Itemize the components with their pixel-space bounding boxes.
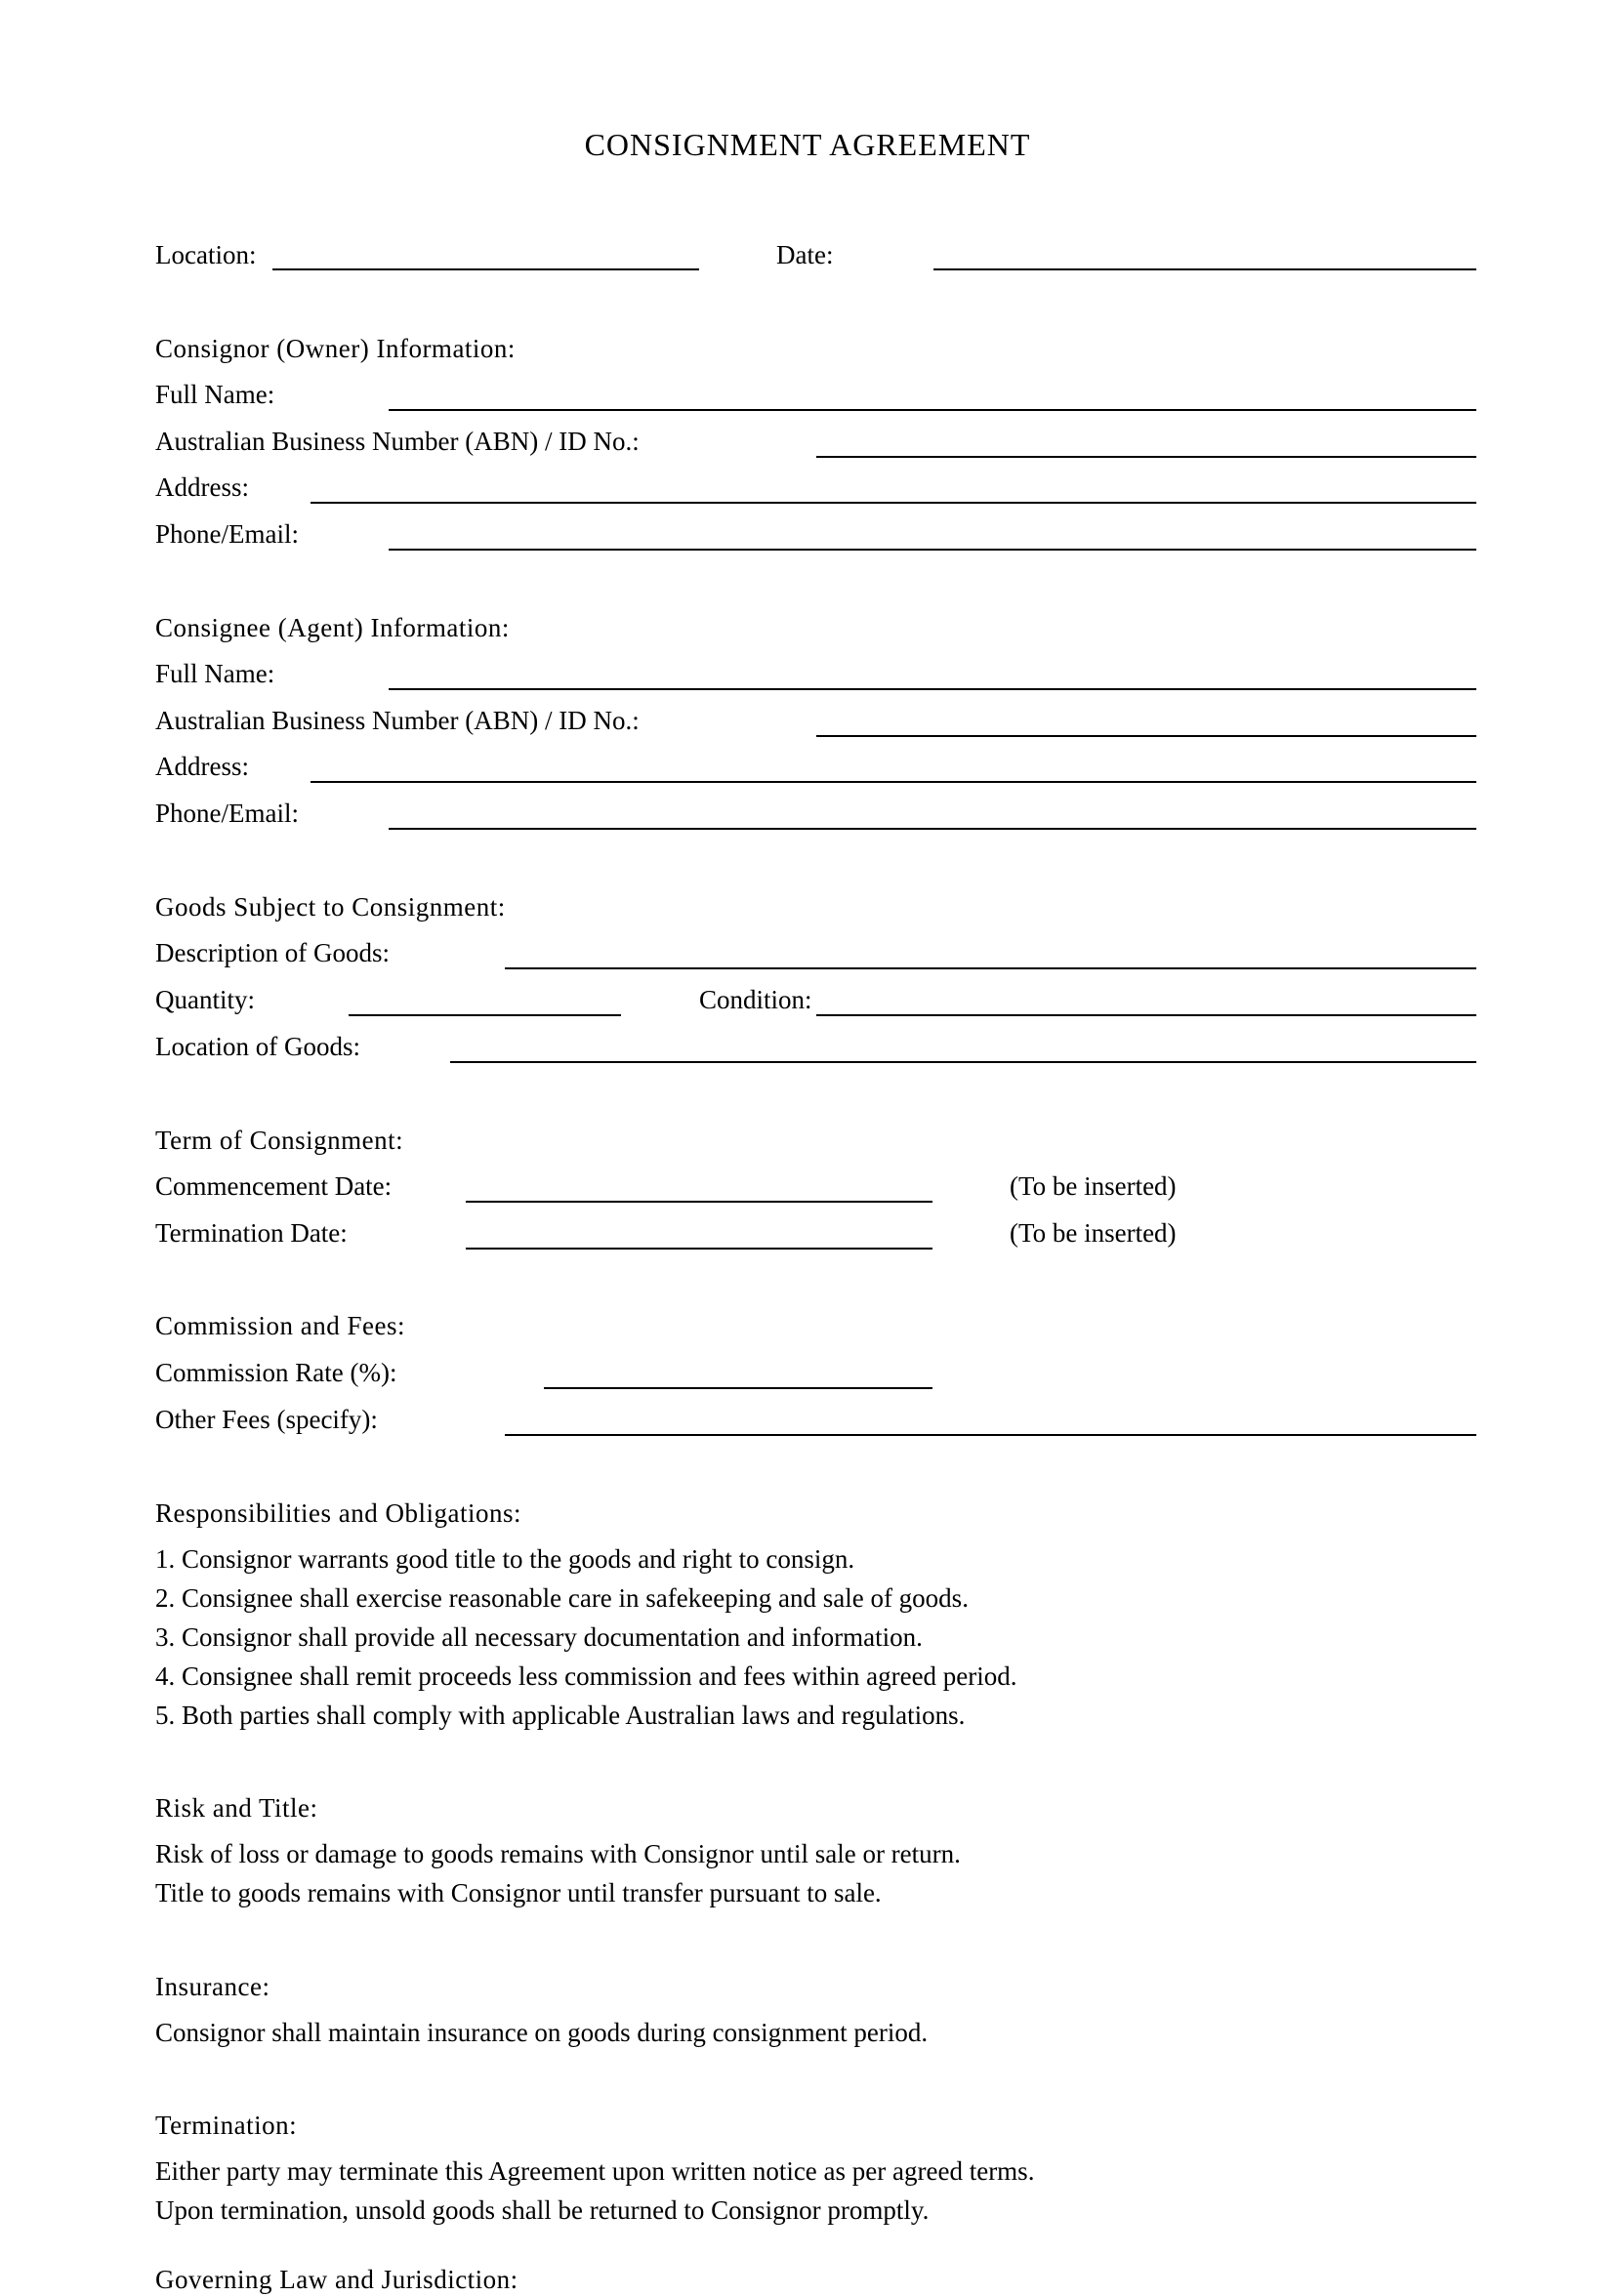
consignor-abn-label: Australian Business Number (ABN) / ID No.: (155, 427, 640, 456)
other-fees-label: Other Fees (specify): (155, 1405, 378, 1434)
consignor-full-name-field[interactable] (389, 409, 1476, 411)
consignor-address-field[interactable] (311, 502, 1476, 504)
goods-description-field[interactable] (505, 967, 1476, 969)
termination-date-field[interactable] (466, 1248, 932, 1250)
responsibilities-heading: Responsibilities and Obligations: (155, 1498, 521, 1528)
goods-location-label: Location of Goods: (155, 1032, 360, 1061)
governing-law-heading: Governing Law and Jurisdiction: (155, 2265, 518, 2294)
risk-text: Risk of loss or damage to goods remains with Consignor until sale or return. (155, 1839, 961, 1868)
risk-text: Title to goods remains with Consignor until transfer pursuant to sale. (155, 1878, 882, 1907)
goods-condition-label: Condition: (699, 985, 812, 1014)
other-fees-field[interactable] (505, 1434, 1476, 1436)
goods-location-field[interactable] (450, 1061, 1476, 1063)
date-label: Date: (776, 240, 834, 269)
consignor-full-name-label: Full Name: (155, 380, 275, 409)
insurance-heading: Insurance: (155, 1972, 270, 2001)
commission-rate-label: Commission Rate (%): (155, 1358, 397, 1387)
consignor-phone-label: Phone/Email: (155, 519, 299, 549)
termination-date-note: (To be inserted) (1010, 1218, 1177, 1248)
location-label: Location: (155, 240, 257, 269)
goods-quantity-field[interactable] (349, 1014, 621, 1016)
responsibility-item: 4. Consignee shall remit proceeds less commission and fees within agreed period. (155, 1661, 1017, 1691)
consignor-phone-field[interactable] (389, 549, 1476, 551)
commission-rate-field[interactable] (544, 1387, 932, 1389)
commission-heading: Commission and Fees: (155, 1311, 406, 1340)
termination-text: Upon termination, unsold goods shall be returned to Consignor promptly. (155, 2195, 930, 2225)
responsibility-item: 5. Both parties shall comply with applicable Australian laws and regulations. (155, 1701, 966, 1730)
responsibility-item: 1. Consignor warrants good title to the goods and right to consign. (155, 1544, 855, 1574)
consignor-abn-field[interactable] (816, 456, 1476, 458)
consignee-phone-field[interactable] (389, 828, 1476, 830)
location-field[interactable] (272, 268, 699, 270)
responsibility-item: 2. Consignee shall exercise reasonable care in safekeeping and sale of goods. (155, 1583, 969, 1613)
goods-description-label: Description of Goods: (155, 938, 390, 967)
consignee-abn-label: Australian Business Number (ABN) / ID No.: (155, 706, 640, 735)
consignee-address-label: Address: (155, 752, 249, 781)
consignor-heading: Consignor (Owner) Information: (155, 334, 516, 363)
term-heading: Term of Consignment: (155, 1126, 404, 1155)
consignee-abn-field[interactable] (816, 735, 1476, 737)
goods-condition-field[interactable] (816, 1014, 1476, 1016)
consignee-full-name-label: Full Name: (155, 659, 275, 688)
consignee-phone-label: Phone/Email: (155, 799, 299, 828)
commencement-date-label: Commencement Date: (155, 1171, 393, 1201)
consignor-address-label: Address: (155, 472, 249, 502)
responsibility-item: 3. Consignor shall provide all necessary documentation and information. (155, 1622, 923, 1652)
consignee-heading: Consignee (Agent) Information: (155, 613, 510, 642)
commencement-date-field[interactable] (466, 1201, 932, 1203)
consignee-address-field[interactable] (311, 781, 1476, 783)
termination-text: Either party may terminate this Agreement upon written notice as per agreed terms. (155, 2156, 1035, 2186)
goods-quantity-label: Quantity: (155, 985, 255, 1014)
risk-heading: Risk and Title: (155, 1793, 318, 1823)
date-field[interactable] (933, 268, 1476, 270)
commencement-date-note: (To be inserted) (1010, 1171, 1177, 1201)
insurance-text: Consignor shall maintain insurance on goods during consignment period. (155, 2018, 929, 2047)
page-title: CONSIGNMENT AGREEMENT (584, 127, 1031, 162)
consignee-full-name-field[interactable] (389, 688, 1476, 690)
goods-heading: Goods Subject to Consignment: (155, 892, 506, 922)
termination-date-label: Termination Date: (155, 1218, 348, 1248)
termination-heading: Termination: (155, 2111, 298, 2140)
